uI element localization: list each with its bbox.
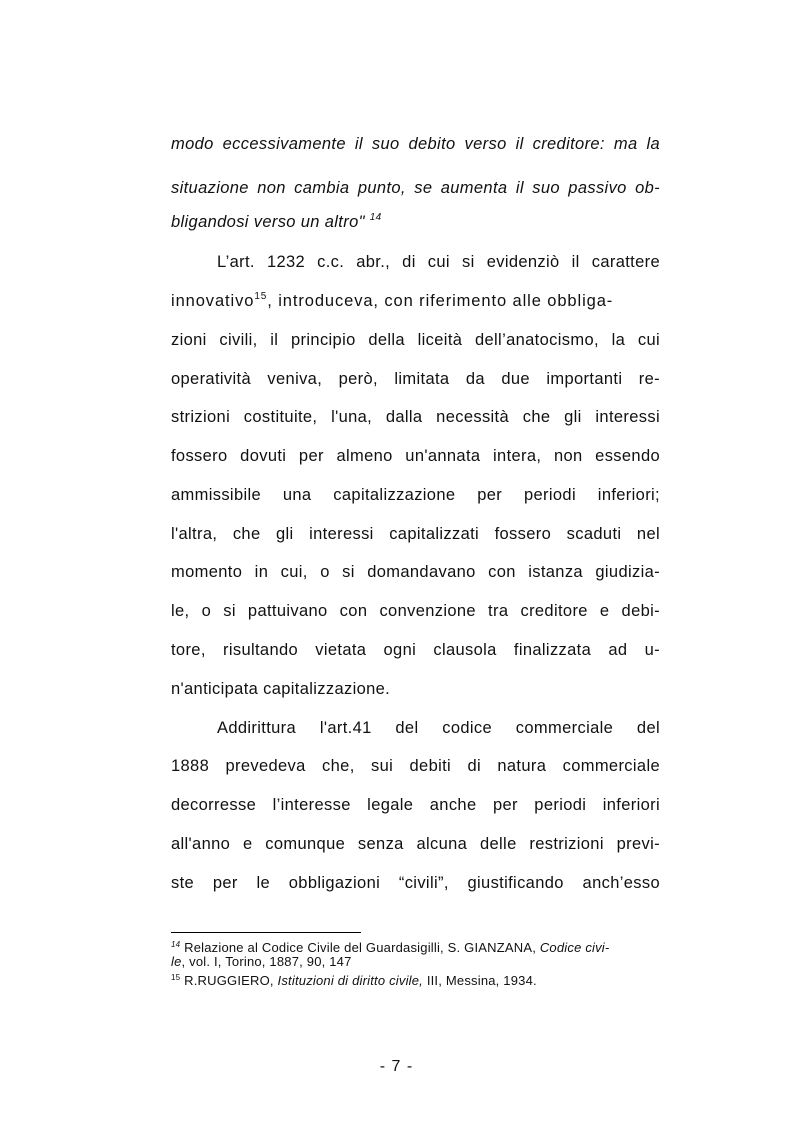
text-line: fossero dovuti per almeno un'annata intera, non essendo xyxy=(171,447,660,465)
footnote-text: III, Messina, 1934. xyxy=(426,973,537,988)
text-line: modo eccessivamente il suo debito verso il creditore: ma la xyxy=(171,135,660,153)
footnote-title: le xyxy=(171,954,182,969)
footnote-text: Relazione al Codice Civile del Guardasigilli, S. GIANZANA, xyxy=(184,940,537,955)
footnote-14 xyxy=(171,941,660,969)
text-line: Addirittura l'art.41 del codice commerciale del xyxy=(217,719,660,737)
text-line: tore, risultando vietata ogni clausola finalizzata ad u- xyxy=(171,641,660,659)
footnote-ref-14: 14 xyxy=(369,212,382,223)
text-line: ammissibile una capitalizzazione per periodi inferiori; xyxy=(171,486,660,504)
footnote-number: 15 xyxy=(171,973,181,982)
footnote-title: Istituzioni di diritto civile, xyxy=(277,973,423,988)
text-line: all'anno e comunque senza alcuna delle restrizioni previ- xyxy=(171,835,660,853)
text-line: momento in cui, o si domandavano con istanza giudizia- xyxy=(171,563,660,581)
footnote-text: , vol. I, Torino, 1887, 90, 147 xyxy=(181,954,352,969)
text-line xyxy=(171,212,660,232)
footnote-separator xyxy=(171,932,361,933)
text-line: decorresse l’interesse legale anche per periodi inferiori xyxy=(171,796,660,814)
footnote-15 xyxy=(171,974,660,988)
footnote-title: Codice civi- xyxy=(539,940,610,955)
text-line xyxy=(171,291,660,311)
footnote-ref-15: 15 xyxy=(254,291,268,302)
text-line: le, o si pattuivano con convenzione tra creditore e debi- xyxy=(171,602,660,620)
text-line: L’art. 1232 c.c. abr., di cui si evidenziò il carattere xyxy=(217,253,660,271)
text-line: operatività veniva, però, limitata da due importanti re- xyxy=(171,370,660,388)
footnote-author: R.RUGGIERO, xyxy=(184,973,274,988)
page-number: - 7 - xyxy=(379,1058,414,1075)
text-line: zioni civili, il principio della liceità dell’anatocismo, la cui xyxy=(171,331,660,349)
text-line: 1888 prevedeva che, sui debiti di natura commerciale xyxy=(171,757,660,775)
footnote-number: 14 xyxy=(171,940,181,949)
quote-end: bligandosi verso un altro" xyxy=(171,213,365,231)
text-line: l'altra, che gli interessi capitalizzati fossero scaduti nel xyxy=(171,525,660,543)
text-line: n'anticipata capitalizzazione. xyxy=(171,680,391,698)
text-fragment: , introduceva, con riferimento alle obbliga- xyxy=(267,292,614,310)
text-line: strizioni costituite, l'una, dalla necessità che gli interessi xyxy=(171,408,660,426)
text-fragment: innovativo xyxy=(171,292,255,310)
text-line: situazione non cambia punto, se aumenta il suo passivo ob- xyxy=(171,179,660,197)
text-line: ste per le obbligazioni “civili”, giustificando anch’esso xyxy=(171,874,660,892)
